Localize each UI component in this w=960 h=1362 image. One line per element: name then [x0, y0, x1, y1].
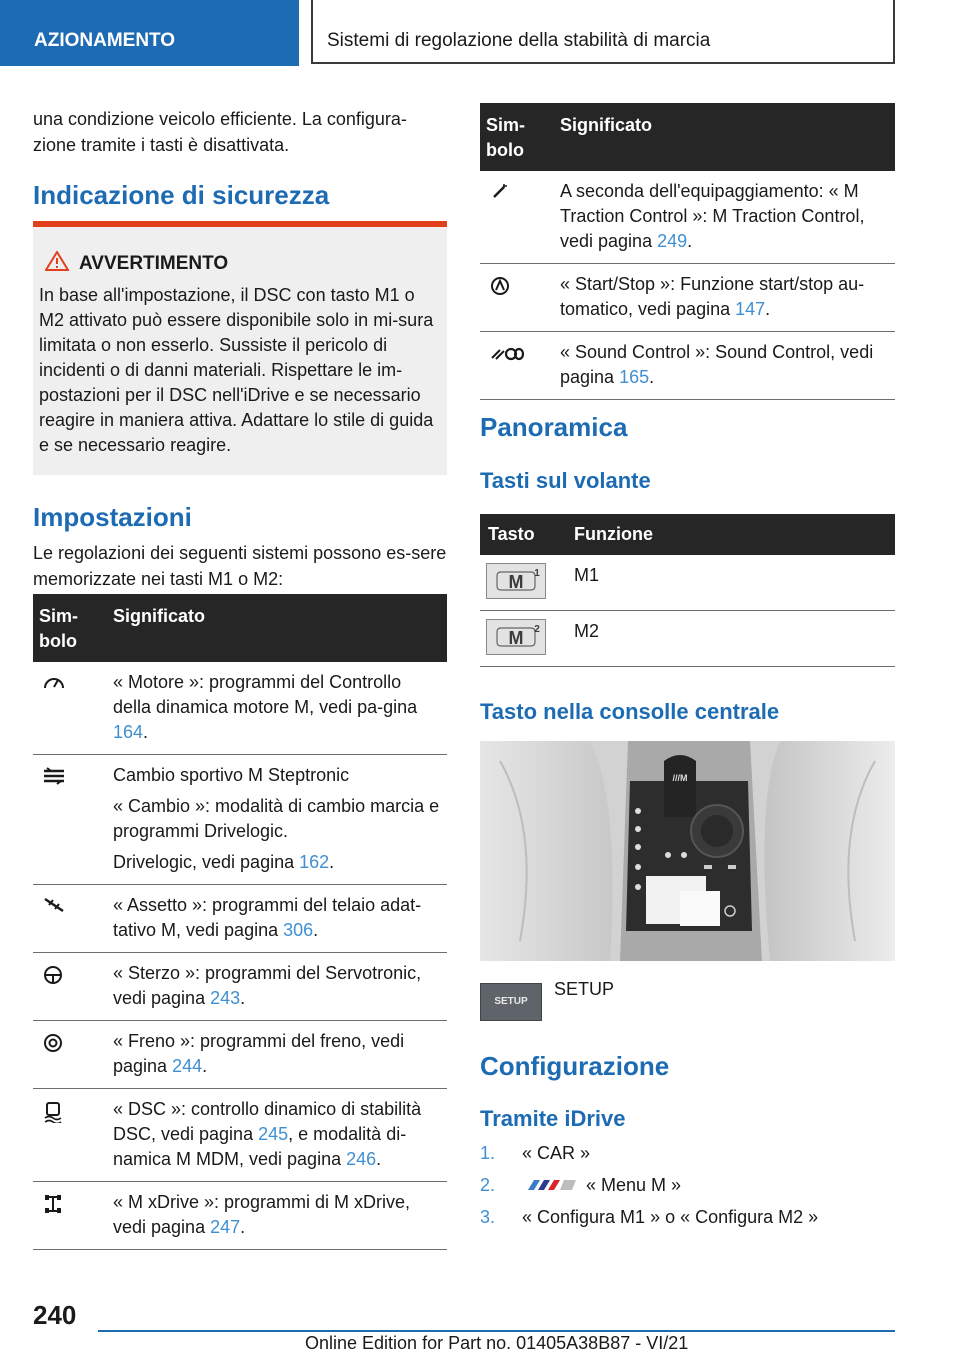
traction-icon: [490, 183, 510, 201]
col-symbol: Sim-bolo: [480, 103, 554, 171]
page-link[interactable]: 246: [346, 1149, 377, 1169]
settings-heading: Impostazioni: [33, 502, 192, 532]
table-row: « Start/Stop »: Funzione start/stop au-tomatico, vedi pagina 147.: [480, 264, 895, 332]
section-tab: AZIONAMENTO: [0, 0, 299, 66]
table-row: « DSC »: controllo dinamico di stabilità DSC, vedi pagina 245, e modalità di-namica M MDM, vedi pagina 246.: [33, 1089, 447, 1182]
intro-text: una condizione veicolo efficiente. La configura-zione tramite i tasti è disattivata.: [33, 109, 407, 155]
idrive-heading: Tramite iDrive: [480, 1106, 626, 1131]
m2-key-image: [486, 619, 546, 655]
dsc-icon: [43, 1101, 63, 1123]
warning-title: AVVERTIMENTO: [79, 253, 229, 274]
table-row: « Assetto »: programmi del telaio adat-tativo M, vedi pagina 306.: [33, 885, 447, 953]
safety-heading: Indicazione di sicurezza: [33, 180, 330, 210]
col-key: Tasto: [480, 514, 568, 555]
suspension-icon: [43, 897, 65, 913]
more-symbol-table: [480, 103, 895, 400]
warning-box: [33, 221, 447, 475]
table-row: Cambio sportivo M Steptronic « Cambio »: modalità di cambio marcia e programmi Drivelogic. Drivelogic, vedi pagina 162.: [33, 755, 447, 885]
key-function: M1: [568, 555, 895, 611]
chapter-title: Sistemi di regolazione della stabilità di marcia: [311, 0, 895, 64]
col-function: Funzione: [568, 514, 895, 555]
start-stop-icon: [490, 276, 510, 296]
steering-icon: [43, 965, 63, 985]
page-link[interactable]: 243: [210, 988, 241, 1008]
svg-text:M: M: [508, 628, 524, 648]
setup-key-image: SETUP: [480, 983, 542, 1021]
table-header-row: [480, 103, 895, 171]
page-link[interactable]: 162: [299, 852, 330, 872]
overview-heading: Panoramica: [480, 412, 628, 442]
page-link[interactable]: 245: [258, 1124, 289, 1144]
footer-divider: [98, 1330, 895, 1332]
col-symbol: Sim-bolo: [33, 594, 107, 662]
page-link[interactable]: 164: [113, 722, 144, 742]
key-superscript: 2: [534, 624, 540, 635]
xdrive-icon: [43, 1194, 63, 1214]
sound-icon: [490, 344, 524, 362]
table-row: « Sterzo »: programmi del Servotronic, vedi pagina 243.: [33, 953, 447, 1021]
table-row: « Motore »: programmi del Controllo della dinamica motore M, vedi pa-gina 164.: [33, 662, 447, 755]
col-meaning: Significato: [554, 103, 895, 171]
gearbox-icon: [43, 767, 65, 785]
warning-triangle-icon: [45, 251, 69, 271]
key-superscript: 1: [534, 568, 540, 579]
page-link[interactable]: 165: [619, 367, 650, 387]
wheel-keys-heading: Tasti sul volante: [480, 468, 651, 493]
configuration-heading: Configurazione: [480, 1051, 670, 1081]
list-item: 3. « Configura M1 » o « Configura M2 »: [480, 1207, 819, 1227]
page-link[interactable]: 147: [735, 299, 766, 319]
m1-key-image: [486, 563, 546, 599]
brake-icon: [43, 1033, 63, 1053]
table-row: [480, 555, 895, 611]
list-item: 2. « Menu M »: [480, 1175, 682, 1195]
table-header-row: [33, 594, 447, 662]
table-row: [480, 611, 895, 667]
table-row: « M xDrive »: programmi di M xDrive, vedi pagina 247.: [33, 1182, 447, 1250]
m-logo-icon: [522, 1178, 578, 1192]
page-link[interactable]: 244: [172, 1056, 203, 1076]
edition-text: Online Edition for Part no. 01405A38B87 - VI/21: [305, 1333, 689, 1353]
page-link[interactable]: 306: [283, 920, 314, 940]
warning-text: In base all'impostazione, il DSC con tasto M1 o M2 attivato può essere disponibile solo in mi-sura limitata o non esserlo. Sussiste il pericolo di incidenti o di danni materiali. Rispettare le im-postazioni per il DSC nell'iDrive e se necessario reagire in maniera attiva. Adattare lo stile di guida e se necessario reagire.: [39, 285, 434, 455]
svg-text:M: M: [508, 572, 524, 592]
key-function: M2: [568, 611, 895, 667]
settings-symbol-table: [33, 594, 447, 1250]
settings-text: Le regolazioni dei seguenti sistemi possono es-sere memorizzate nei tasti M1 o M2:: [33, 543, 447, 589]
warning-header: [45, 251, 228, 275]
wheel-keys-table: [480, 514, 895, 667]
page-link[interactable]: 247: [210, 1217, 241, 1237]
engine-icon: [43, 674, 65, 690]
page-link[interactable]: 249: [657, 231, 688, 251]
table-row: « Freno »: programmi del freno, vedi pagina 244.: [33, 1021, 447, 1089]
steps-list: [480, 1140, 818, 1236]
page-number: 240: [33, 1300, 77, 1330]
col-meaning: Significato: [107, 594, 447, 662]
center-console-image: [480, 741, 895, 961]
table-header-row: [480, 514, 895, 555]
setup-label: SETUP: [554, 979, 615, 999]
list-item: 1. « CAR »: [480, 1143, 591, 1163]
console-key-heading: Tasto nella consolle centrale: [480, 699, 780, 724]
svg-text:///M: ///M: [672, 773, 688, 783]
table-row: A seconda dell'equipaggiamento: « M Traction Control »: M Traction Control, vedi pagina 249.: [480, 171, 895, 264]
table-row: « Sound Control »: Sound Control, vedi pagina 165.: [480, 332, 895, 400]
